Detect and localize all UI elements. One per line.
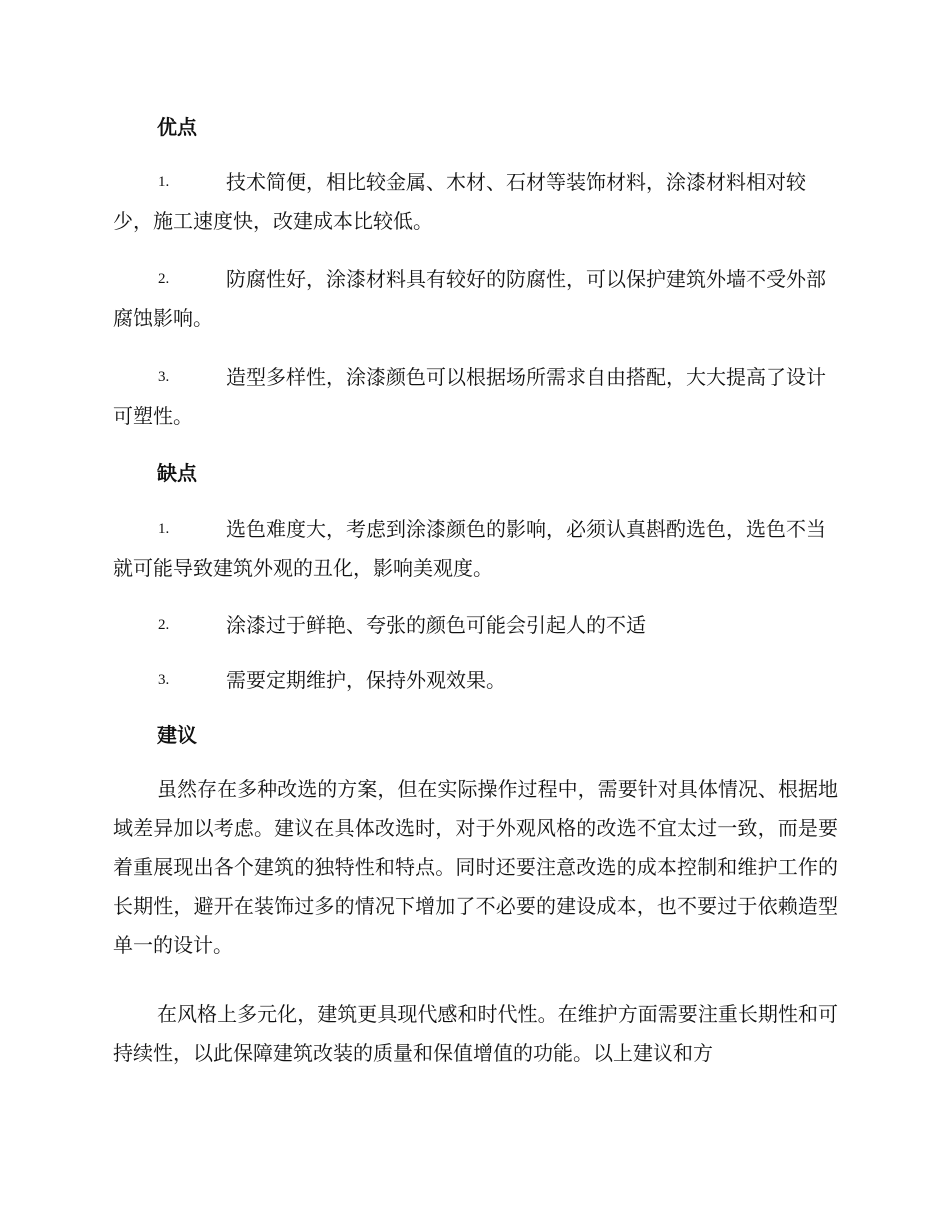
advice-paragraph-2: 在风格上多元化，建筑更具现代感和时代性。在维护方面需要注重长期性和可持续性，以此保障建筑改装的质量和保值增值的功能。以上建议和方 (113, 1002, 838, 1065)
list-number: 1. (158, 521, 170, 537)
cons-heading: 缺点 (157, 461, 197, 485)
list-number: 3. (158, 672, 170, 688)
list-item-text: 造型多样性，涂漆颜色可以根据场所需求自由搭配，大大提高了设计可塑性。 (113, 365, 826, 428)
advice-paragraph-1: 虽然存在多种改选的方案，但在实际操作过程中，需要针对具体情况、根据地域差异加以考虑。建议在具体改选时，对于外观风格的改选不宜太过一致，而是要着重展现出各个建筑的独特性和特点。同时还要注意改选的成本控制和维护工作的长期性，避开在装饰过多的情况下增加了不必要的建设成本，也不要过于依赖造型单一的设计。 (113, 777, 838, 957)
list-number: 2. (158, 617, 170, 633)
pros-item-3 (113, 358, 838, 436)
list-item-text: 防腐性好，涂漆材料具有较好的防腐性，可以保护建筑外墙不受外部腐蚀影响。 (113, 267, 826, 330)
list-number: 3. (158, 369, 170, 385)
pros-heading: 优点 (157, 115, 197, 139)
list-item-text: 技术简便，相比较金属、木材、石材等装饰材料，涂漆材料相对较少，施工速度快，改建成本比较低。 (113, 170, 806, 233)
pros-item-2 (113, 260, 838, 338)
list-number: 2. (158, 271, 170, 287)
list-item-text: 需要定期维护，保持外观效果。 (226, 668, 506, 692)
list-item-text: 涂漆过于鲜艳、夸张的颜色可能会引起人的不适 (226, 613, 646, 637)
cons-item-2 (113, 606, 838, 645)
cons-item-3 (113, 661, 838, 700)
list-number: 1. (158, 174, 170, 190)
pros-item-1 (113, 163, 838, 241)
cons-item-1 (113, 510, 838, 588)
advice-heading: 建议 (157, 723, 197, 747)
list-item-text: 选色难度大，考虑到涂漆颜色的影响，必须认真斟酌选色，选色不当就可能导致建筑外观的丑化，影响美观度。 (113, 517, 826, 580)
